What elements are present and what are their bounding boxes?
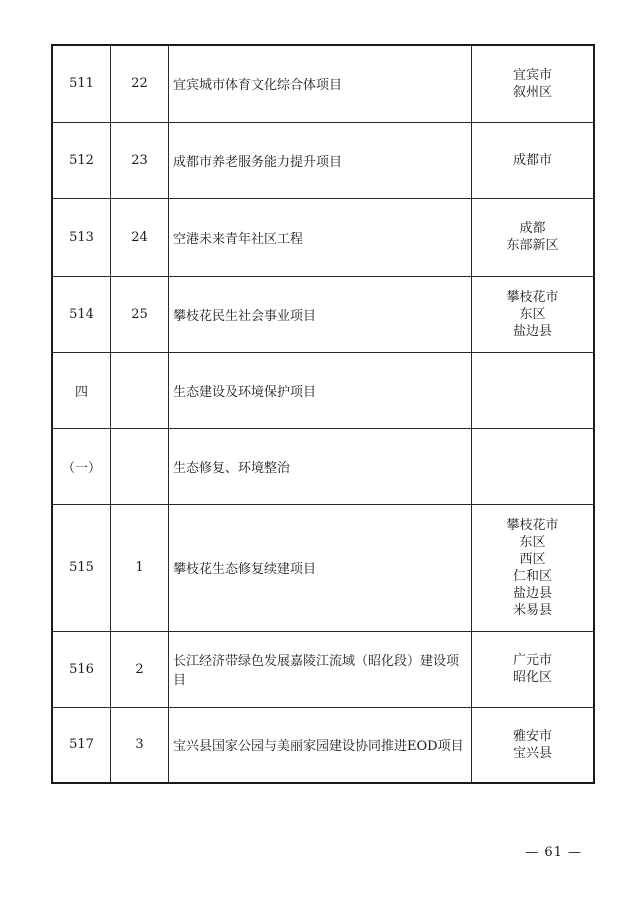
row-region: [472, 631, 595, 707]
row-seq: 516: [52, 631, 111, 707]
region-line: 成都: [519, 221, 546, 236]
row-sub-seq: 25: [111, 276, 169, 352]
row-sub-seq: [111, 352, 169, 428]
region-line: 成都市: [512, 152, 552, 168]
region-line: 攀枝花市: [506, 289, 559, 305]
table-row: [52, 428, 594, 504]
row-seq: （一）: [52, 428, 111, 504]
region-line: 盐边县: [512, 585, 552, 601]
row-sub-seq: 2: [111, 631, 169, 707]
row-sub-seq: [111, 428, 169, 504]
region-line: 米易县: [512, 602, 552, 618]
region-line: 攀枝花市: [506, 517, 559, 533]
table-row: [52, 504, 594, 631]
region-line: 叙州区: [512, 84, 552, 100]
row-seq: 517: [52, 707, 111, 783]
row-sub-seq: 22: [111, 45, 169, 122]
page-number: — 61 —: [525, 845, 582, 860]
row-region: [472, 276, 595, 352]
project-table: [51, 44, 595, 784]
row-seq: 513: [52, 198, 111, 276]
row-project-name: 宜宾城市体育文化综合体项目: [169, 45, 472, 122]
row-seq: 514: [52, 276, 111, 352]
row-project-name: 生态建设及环境保护项目: [169, 352, 472, 428]
region-line: 西区: [519, 551, 546, 567]
table-row: [52, 45, 594, 122]
row-sub-seq: 24: [111, 198, 169, 276]
row-sub-seq: 3: [111, 707, 169, 783]
row-region: [472, 504, 595, 631]
table-row: [52, 631, 594, 707]
region-line: 东区: [519, 306, 546, 322]
row-sub-seq: 1: [111, 504, 169, 631]
row-seq: 四: [52, 352, 111, 428]
table-row: [52, 352, 594, 428]
region-line: 东区: [519, 534, 546, 550]
row-region: [472, 45, 595, 122]
region-line: 仁和区: [512, 568, 552, 584]
row-project-name: 攀枝花民生社会事业项目: [169, 276, 472, 352]
row-seq: 511: [52, 45, 111, 122]
region-line: 昭化区: [512, 670, 552, 685]
row-project-name: 生态修复、环境整治: [169, 428, 472, 504]
row-region: [472, 428, 595, 504]
row-project-name: 空港未来青年社区工程: [169, 198, 472, 276]
region-line: 广元市: [512, 653, 552, 668]
row-region: [472, 198, 595, 276]
table-row: [52, 122, 594, 198]
row-seq: 515: [52, 504, 111, 631]
table-row: [52, 707, 594, 783]
row-project-name: 成都市养老服务能力提升项目: [169, 122, 472, 198]
row-project-name: 攀枝花生态修复续建项目: [169, 504, 472, 631]
table-row: [52, 276, 594, 352]
row-project-name: 宝兴县国家公园与美丽家园建设协同推进EOD项目: [169, 707, 472, 783]
region-line: 东部新区: [506, 238, 559, 253]
row-seq: 512: [52, 122, 111, 198]
region-line: 雅安市: [512, 728, 552, 744]
region-line: 宜宾市: [512, 67, 552, 83]
region-line: 宝兴县: [512, 745, 552, 761]
row-project-name: 长江经济带绿色发展嘉陵江流域（昭化段）建设项目: [169, 631, 472, 707]
table-row: [52, 198, 594, 276]
region-line: 盐边县: [512, 323, 552, 339]
row-region: [472, 122, 595, 198]
row-region: [472, 707, 595, 783]
row-region: [472, 352, 595, 428]
row-sub-seq: 23: [111, 122, 169, 198]
